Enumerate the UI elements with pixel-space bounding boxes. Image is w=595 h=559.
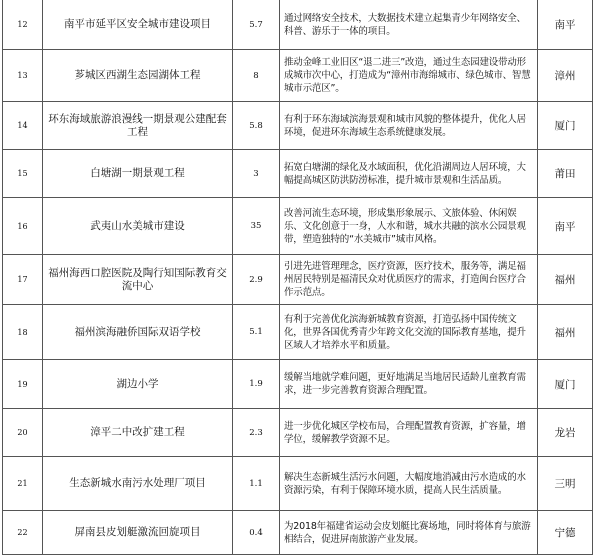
row-number: 20 [3,409,43,457]
row-number: 17 [3,255,43,305]
project-content: 为2018年福建省运动会皮划艇比赛场地，同时将体育与旅游相结合，促进屏南旅游产业发展。 [280,511,538,555]
investment-value: 0.4 [233,511,280,555]
city-name: 漳州 [538,50,593,102]
investment-value: 5.1 [233,305,280,360]
project-content: 有利于完善优化滨海新城教育资源，打造弘扬中国传统文化，世界各国优秀青少年跨文化交流的国际教育基地，提升区域人才培养水平和质量。 [280,305,538,360]
project-name: 白塘湖一期景观工程 [43,150,233,198]
investment-value: 5.7 [233,0,280,50]
city-name: 福州 [538,305,593,360]
investment-value: 5.8 [233,102,280,150]
project-content: 拓宽白塘湖的绿化及水域面积，优化沿湖周边人居环境，大幅提高城区防洪防涝标准，提升城市景观和生活品质。 [280,150,538,198]
project-table-body [3,0,593,555]
project-content: 引进先进管理理念，医疗资源，医疗技术，服务等，满足福州居民特别是福清民众对优质医疗的需求，打造闽台医疗合作示范点。 [280,255,538,305]
project-content: 缓解当地就学难问题，更好地满足当地居民适龄儿童教育需求，进一步完善教育资源合理配置。 [280,360,538,409]
investment-value: 2.3 [233,409,280,457]
table-row [3,50,593,102]
investment-value: 3 [233,150,280,198]
project-content: 通过网络安全技术，大数据技术建立起集青少年网络安全、科普、游乐于一体的项目。 [280,0,538,50]
table-row [3,305,593,360]
project-name: 芗城区西湖生态园湖体工程 [43,50,233,102]
project-content: 进一步优化城区学校布局，合理配置教育资源，扩容量，增学位，缓解教学资源不足。 [280,409,538,457]
city-name: 厦门 [538,102,593,150]
project-content: 有利于环东海域滨海景观和城市风貌的整体提升，优化人居环境，促进环东海域生态系统健康发展。 [280,102,538,150]
table-row [3,0,593,50]
city-name: 莆田 [538,150,593,198]
city-name: 三明 [538,457,593,511]
city-name: 南平 [538,198,593,255]
project-name: 南平市延平区安全城市建设项目 [43,0,233,50]
project-content: 解决生态新城生活污水问题，大幅度地消减由污水造成的水资源污染，有利于保障环境水质，提高人民生活质量。 [280,457,538,511]
project-name: 福州滨海融侨国际双语学校 [43,305,233,360]
row-number: 13 [3,50,43,102]
project-content: 推动金峰工业旧区“退二进三”改造，通过生态园建设带动形成城市次中心，打造成为“漳州市海绵城市、绿色城市、智慧城市示范区”。 [280,50,538,102]
project-name: 生态新城水南污水处理厂项目 [43,457,233,511]
row-number: 14 [3,102,43,150]
project-table [2,0,593,555]
row-number: 18 [3,305,43,360]
city-name: 宁德 [538,511,593,555]
project-name: 环东海域旅游浪漫线一期景观公建配套工程 [43,102,233,150]
table-row [3,198,593,255]
city-name: 福州 [538,255,593,305]
table-row [3,150,593,198]
table-row [3,511,593,555]
investment-value: 1.9 [233,360,280,409]
row-number: 16 [3,198,43,255]
row-number: 21 [3,457,43,511]
project-content: 改善河流生态环境，形成集形象展示、文旅体验、休闲娱乐、文化创意于一身，人水和谐，城水共融的滨水公园景观带，塑造独特的“水美城市”城市风格。 [280,198,538,255]
investment-value: 2.9 [233,255,280,305]
city-name: 龙岩 [538,409,593,457]
row-number: 12 [3,0,43,50]
project-name: 屏南县皮划艇激流回旋项目 [43,511,233,555]
city-name: 厦门 [538,360,593,409]
table-row [3,409,593,457]
project-name: 武夷山水美城市建设 [43,198,233,255]
table-row [3,102,593,150]
table-row [3,255,593,305]
project-name: 漳平二中改扩建工程 [43,409,233,457]
row-number: 22 [3,511,43,555]
project-name: 福州海西口腔医院及陶行知国际教育交流中心 [43,255,233,305]
investment-value: 1.1 [233,457,280,511]
row-number: 15 [3,150,43,198]
investment-value: 8 [233,50,280,102]
table-row [3,457,593,511]
project-name: 湖边小学 [43,360,233,409]
city-name: 南平 [538,0,593,50]
row-number: 19 [3,360,43,409]
investment-value: 35 [233,198,280,255]
table-row [3,360,593,409]
